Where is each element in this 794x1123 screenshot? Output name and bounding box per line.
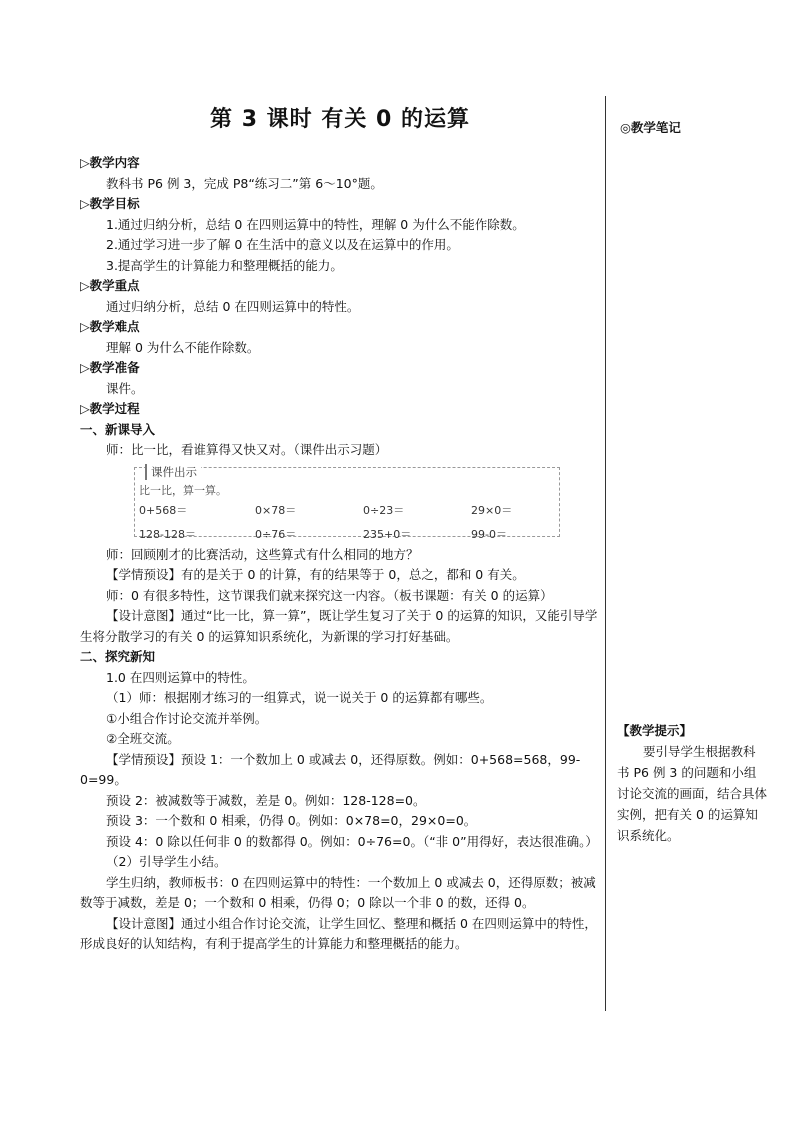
exercise-item: 128-128＝ [139, 527, 196, 541]
exercise-item: 0÷23＝ [363, 503, 405, 517]
exercise-item: 99-0＝ [471, 527, 507, 541]
section-heading-key: ▷教学重点 [80, 278, 140, 293]
paragraph: 预设 3：一个数和 0 相乘，仍得 0。例如：0×78=0，29×0=0。 [106, 813, 477, 828]
paragraph: 1.0 在四则运算中的特性。 [106, 669, 255, 685]
tip-body: 要引导学生根据教科书 P6 例 3 的问题和小组讨论交流的画面，结合具体实例，把有关 0 的运算知识系统化。 [617, 744, 768, 843]
goal-item: 1.通过归纳分析，总结 0 在四则运算中的特性，理解 0 为什么不能作除数。 [106, 216, 525, 232]
part-heading-intro: 一、新课导入 [80, 421, 156, 437]
section-heading-content: ▷教学内容 [80, 155, 140, 170]
page-title: 第 3 课时 有关 0 的运算 [210, 107, 470, 132]
exercise-item: 0+568＝ [139, 503, 188, 517]
paragraph: 学生归纳，教师板书：0 在四则运算中的特性：一个数加上 0 或减去 0，还得原数；被减数等于减数，差是 0；一个数和 0 相乘，仍得 0；0 除以一个非 0 的数，还得 0。 [80, 874, 596, 910]
paragraph: （2）引导学生小结。 [106, 854, 227, 869]
section-heading-difficulty: ▷教学难点 [80, 319, 140, 334]
goal-item: 3.提高学生的计算能力和整理概括的能力。 [106, 257, 343, 273]
part-heading-explore: 二、探究新知 [80, 649, 156, 664]
prep-text: 课件。 [106, 380, 144, 396]
column-divider [605, 96, 606, 1011]
section-heading-goals: ▷教学目标 [80, 196, 140, 211]
paragraph: 【学情预设】有的是关于 0 的计算，有的结果等于 0，总之，都和 0 有关。 [106, 567, 525, 582]
paragraph: 师：0 有很多特性，这节课我们就来探究这一内容。（板书课题：有关 0 的运算） [106, 587, 553, 603]
paragraph: 师：回顾刚才的比赛活动，这些算式有什么相同的地方？ [106, 546, 419, 562]
exercise-item: 0×78＝ [255, 503, 297, 517]
content-text: 教科书 P6 例 3，完成 P8“练习二”第 6～10°题。 [106, 175, 383, 191]
exercise-grid [139, 502, 555, 542]
paragraph: 【设计意图】通过“比一比，算一算”，既让学生复习了关于 0 的运算的知识，又能引导学生将分散学习的有关 0 的运算知识系统化，为新课的学习打好基础。 [80, 608, 598, 644]
exercise-item: 29×0＝ [471, 503, 513, 517]
key-text: 通过归纳分析，总结 0 在四则运算中的特性。 [106, 298, 360, 314]
paragraph: 预设 4：0 除以任何非 0 的数都得 0。例如：0÷76=0。（“非 0”用得好，表达很准确。） [106, 833, 598, 849]
paragraph: ①小组合作讨论交流并举例。 [106, 710, 268, 726]
paragraph: 预设 2：被减数等于减数，差是 0。例如：128-128=0。 [106, 792, 426, 808]
section-heading-prep: ▷教学准备 [80, 360, 140, 375]
section-heading-process: ▷教学过程 [80, 401, 140, 416]
paragraph: 【学情预设】预设 1：一个数加上 0 或减去 0，还得原数。例如：0+568=568，99-0=99。 [80, 751, 581, 787]
tip-title: 【教学提示】 [617, 723, 693, 738]
goal-item: 2.通过学习进一步了解 0 在生活中的意义以及在运算中的作用。 [106, 237, 459, 252]
paragraph: 【设计意图】通过小组合作讨论交流，让学生回忆、整理和概括 0 在四则运算中的特性，形成良好的认知结构，有利于提高学生的计算能力和整理概括的能力。 [80, 915, 597, 951]
paragraph: （1）师：根据刚才练习的一组算式，说一说关于 0 的运算都有哪些。 [106, 690, 493, 705]
exercise-item: 0÷76＝ [255, 527, 297, 541]
difficulty-text: 理解 0 为什么不能作除数。 [106, 339, 260, 355]
teaching-tip [617, 720, 767, 846]
exercise-label: 课件出示 [145, 464, 201, 480]
main-column [80, 96, 600, 955]
paragraph: ②全班交流。 [106, 731, 180, 746]
side-note-title: ◎教学笔记 [620, 120, 681, 135]
exercise-box [134, 464, 560, 541]
exercise-subtitle: 比一比，算一算。 [139, 483, 227, 497]
paragraph: 师：比一比，看谁算得又快又对。（课件出示习题） [106, 442, 388, 457]
exercise-item: 235+0＝ [363, 527, 412, 541]
side-notes [620, 118, 770, 136]
